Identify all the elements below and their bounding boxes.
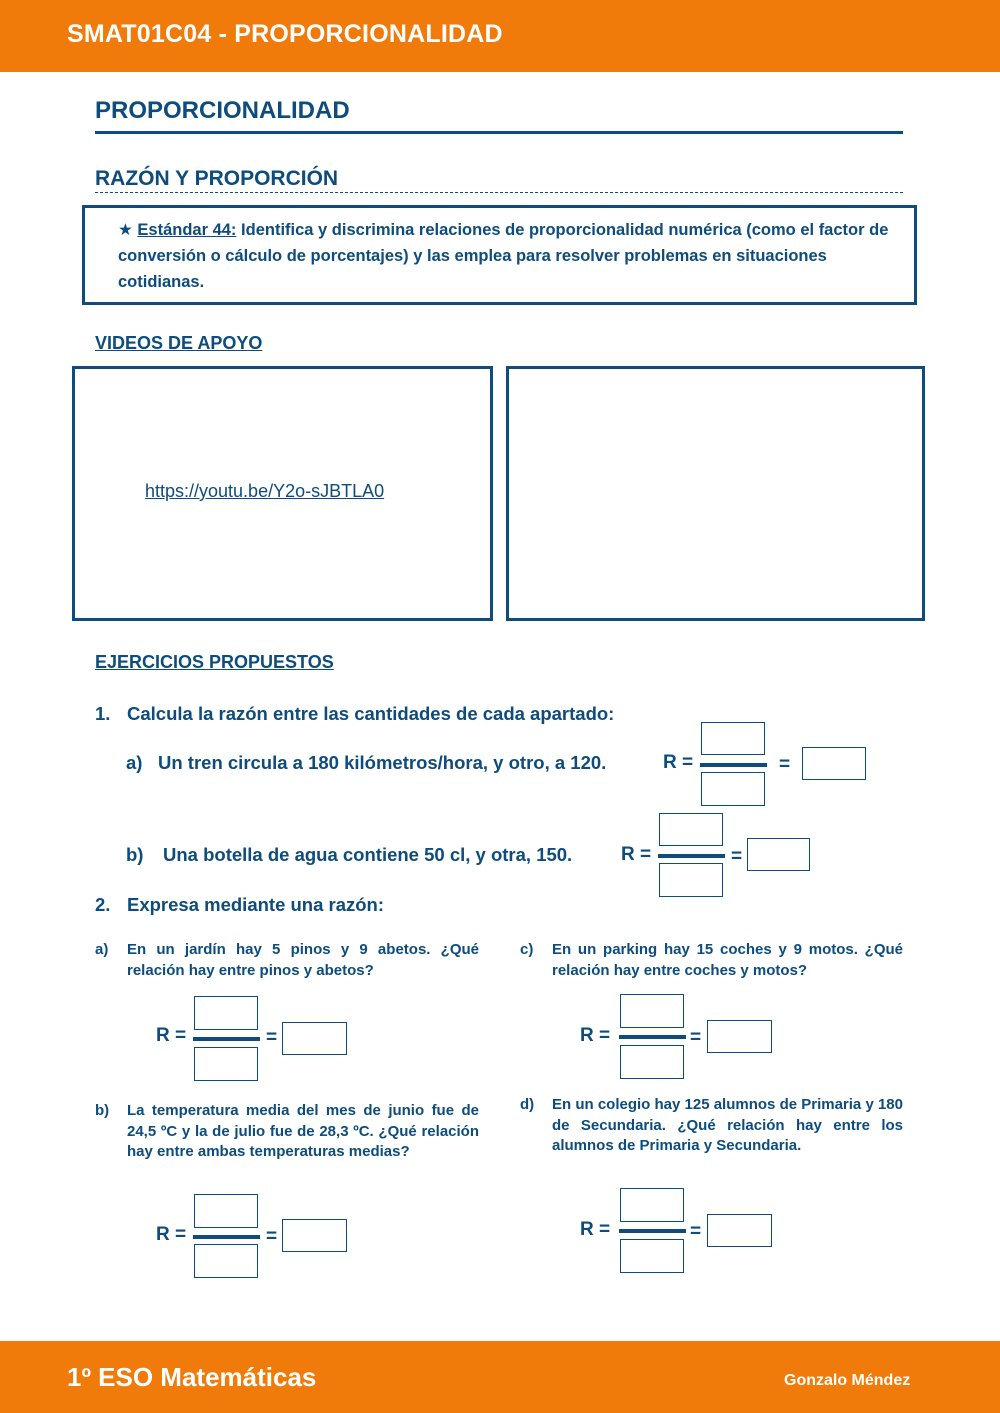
q2c-numerator-input[interactable]: [620, 994, 684, 1028]
header-title: SMAT01C04 - PROPORCIONALIDAD: [67, 20, 503, 48]
q1a-numerator-input[interactable]: [701, 722, 765, 755]
q1b-fraction-bar: [658, 854, 725, 858]
q2d-ratio-label: R =: [580, 1219, 611, 1240]
footer-author: Gonzalo Méndez: [784, 1372, 911, 1389]
q2-text: Expresa mediante una razón:: [127, 894, 385, 915]
q1b-letter: b): [126, 844, 144, 865]
q2c-equals: =: [690, 1027, 702, 1048]
q2a-result-input[interactable]: [282, 1022, 347, 1055]
q1b-numerator-input[interactable]: [659, 813, 723, 846]
q2b-numerator-input[interactable]: [194, 1194, 258, 1228]
q1-number: 1.: [95, 703, 111, 724]
star-icon: ★: [118, 221, 133, 239]
q2d-denominator-input[interactable]: [620, 1239, 684, 1273]
q1a-denominator-input[interactable]: [701, 772, 765, 806]
standard-text: [118, 217, 893, 295]
title-divider: [95, 131, 903, 134]
q2d-numerator-input[interactable]: [620, 1188, 684, 1222]
q2d-letter: d): [520, 1096, 535, 1113]
q1a-text: Un tren circula a 180 kilómetros/hora, y otro, a 120.: [158, 752, 607, 773]
q1b-denominator-input[interactable]: [659, 863, 723, 897]
q1a-fraction-bar: [700, 763, 767, 767]
q2a-equals: =: [266, 1027, 278, 1048]
q2c-letter: c): [520, 941, 534, 958]
q2c-denominator-input[interactable]: [620, 1045, 684, 1079]
q2b-result-input[interactable]: [282, 1219, 347, 1252]
q2d-text: En un colegio hay 125 alumnos de Primaria y 180 de Secundaria. ¿Qué relación hay entre los alumnos de Primaria y Secundaria.: [552, 1096, 903, 1154]
video-link[interactable]: https://youtu.be/Y2o-sJBTLA0: [145, 481, 385, 501]
q1b-equals: =: [731, 846, 743, 867]
q1b-result-input[interactable]: [747, 838, 810, 871]
q2b-ratio-label: R =: [156, 1224, 187, 1245]
q1a-ratio-label: R =: [663, 752, 694, 773]
q2d-result-input[interactable]: [707, 1214, 772, 1247]
q2c-text: En un parking hay 15 coches y 9 motos. ¿Qué relación hay entre coches y motos?: [552, 941, 903, 979]
q2a-fraction-bar: [193, 1037, 260, 1041]
q2c-result-input[interactable]: [707, 1020, 772, 1053]
q2a-letter: a): [95, 941, 109, 958]
q1a-letter: a): [126, 752, 143, 773]
q1a-result-input[interactable]: [802, 747, 866, 780]
standard-label: Estándar 44:: [137, 221, 237, 239]
q1a-equals: =: [779, 754, 791, 775]
q2c-ratio-label: R =: [580, 1025, 611, 1046]
q2b-fraction-bar: [193, 1235, 260, 1239]
page-title: PROPORCIONALIDAD: [95, 97, 350, 124]
q2a-text: En un jardín hay 5 pinos y 9 abetos. ¿Qué relación hay entre pinos y abetos?: [127, 941, 479, 979]
q2b-equals: =: [266, 1226, 278, 1247]
q2c-fraction-bar: [619, 1035, 686, 1039]
standard-description: Identifica y discrimina relaciones de proporcionalidad numérica (como el factor de conversión o cálculo de porcentajes) y las emplea para resolver problemas en situaciones cotidianas.: [118, 221, 889, 291]
q2a-denominator-input[interactable]: [194, 1047, 258, 1081]
q2a-numerator-input[interactable]: [194, 996, 258, 1030]
q2-number: 2.: [95, 894, 111, 915]
section-title: RAZÓN Y PROPORCIÓN: [95, 167, 339, 190]
q1b-text: Una botella de agua contiene 50 cl, y otra, 150.: [163, 844, 573, 865]
q2b-text: La temperatura media del mes de junio fue de 24,5 ºC y la de julio fue de 28,3 ºC. ¿Qué relación hay entre ambas temperaturas medias?: [127, 1102, 479, 1160]
q2b-denominator-input[interactable]: [194, 1244, 258, 1278]
q2d-equals: =: [690, 1221, 702, 1242]
section-divider: [95, 192, 903, 193]
q1-text: Calcula la razón entre las cantidades de cada apartado:: [127, 703, 615, 724]
video-frame-2[interactable]: [506, 366, 925, 621]
q2a-ratio-label: R =: [156, 1025, 187, 1046]
q2b-letter: b): [95, 1102, 110, 1119]
q2d-fraction-bar: [619, 1229, 686, 1233]
q1b-ratio-label: R =: [621, 844, 652, 865]
videos-heading: VIDEOS DE APOYO: [95, 333, 263, 353]
exercises-heading: EJERCICIOS PROPUESTOS: [95, 652, 334, 672]
footer-course: 1º ESO Matemáticas: [67, 1362, 317, 1392]
